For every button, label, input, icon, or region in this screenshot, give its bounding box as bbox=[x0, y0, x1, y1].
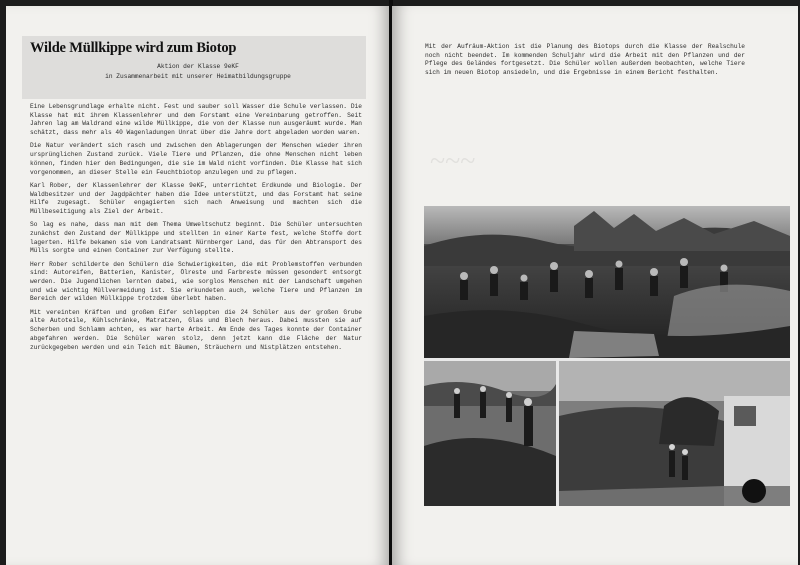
paragraph: Karl Rober, der Klassenlehrer der Klasse 9eKF, unterrichtet Erdkunde und Biologie. Der Waldbesitzer und der Jagdpächter haben die Idee unterstützt, und das Forstamt hat seine Hilfe zugesagt. Schüler engagierten sich nach Anweisung und machten sich die Müllbeseitigung als Ziel der Arbeit. bbox=[30, 181, 362, 215]
photo-collage bbox=[424, 206, 790, 506]
right-page-content bbox=[392, 6, 798, 565]
photo-bottom-right bbox=[559, 361, 790, 506]
paragraph: So lag es nahe, dass man mit dem Thema Umweltschutz beginnt. Die Schüler untersuchten zunächst den Zustand der Müllkippe und stellten in einer Karte fest, welche Stoffe dort lagerten. Hilfe bekamen sie vom Landratsamt Nürnberger Land, das für den Abtransport des Mülls sorgte und einen Container zur Verfügung stellte. bbox=[30, 221, 362, 255]
photo-bottom-left bbox=[424, 361, 556, 506]
photo-illustration bbox=[424, 206, 790, 506]
show-through-text: ~~~ bbox=[430, 146, 476, 177]
subtitle-line: in Zusammenarbeit mit unserer Heimatbildungsgruppe bbox=[105, 73, 291, 80]
paragraph: Die Natur verändert sich rasch und zwischen den Ablagerungen der Menschen wieder ihren ursprünglichen Zustand zurück. Viele Tiere und Pflanzen, die ohne Menschen nicht leben können, finden hier den Bedingungen, die sie im Wald nicht vorfinden. Die Klasse hat sich vorgenommen, an dieser Stelle ein Feuchtbiotop anzulegen und zu pflegen. bbox=[30, 142, 362, 176]
subtitle-line: Aktion der Klasse 9eKF bbox=[157, 63, 239, 70]
article-title: Wilde Müllkippe wird zum Biotop bbox=[30, 40, 237, 56]
paragraph: Herr Rober schilderte den Schülern die Schwierigkeiten, die mit Problemstoffen verbunden sind: Autoreifen, Batterien, Kanister, Ölreste und Farbreste müssen gesondert entsorgt werden. Die Jugendlichen lernten dabei, wie sorglos Menschen mit der Landschaft umgehen und wie wichtig Müllvermeidung ist. Sie erkundeten auch, welche Tiere und Pflanzen im Bereich der wilden Müllkippe trotzdem überlebt haben. bbox=[30, 260, 362, 303]
paragraph: Mit vereinten Kräften und großem Eifer schleppten die 24 Schüler aus der großen Grube alte Autoteile, Kühlschränke, Matratzen, Glas und Blech heraus. Dabei mussten sie auf Scherben und Schlamm achten, es war harte Arbeit. Am Ende des Tages konnte der Container abgefahren werden. Die Schüler waren stolz, denn jetzt kann die Fläche der Natur zurückgegeben werden und ein Teich mit Bäumen, Sträuchern und Nistplätzen entstehen. bbox=[30, 308, 362, 351]
article-subtitle bbox=[30, 62, 366, 82]
paragraph: Eine Lebensgrundlage erhalte nicht. Fest und sauber soll Wasser die Schule verlassen. Die Klasse hat mit ihrem Klassenlehrer und dem Forstamt eine Vereinbarung getroffen. Seit Jahren lag am Waldrand eine wilde Müllkippe, die von der Klasse nun ausgeräumt wurde. Man schätzt, dass mehr als 40 Wagenladungen Unrat über die Jahre dort abgeladen worden waren. bbox=[30, 103, 362, 137]
continued-paragraph: Mit der Aufräum-Aktion ist die Planung des Biotops durch die Klasse der Realschule noch nicht beendet. Im kommenden Schuljahr wird die Arbeit mit den Pflanzen und der Pflege des Geländes fortgesetzt. Die Schüler wollen außerdem beobachten, welche Tiere sich im neuen Biotop ansiedeln, und die Ergebnisse in einem Bericht festhalten. bbox=[425, 43, 745, 77]
photo-top bbox=[424, 206, 790, 358]
article-body bbox=[30, 103, 362, 357]
